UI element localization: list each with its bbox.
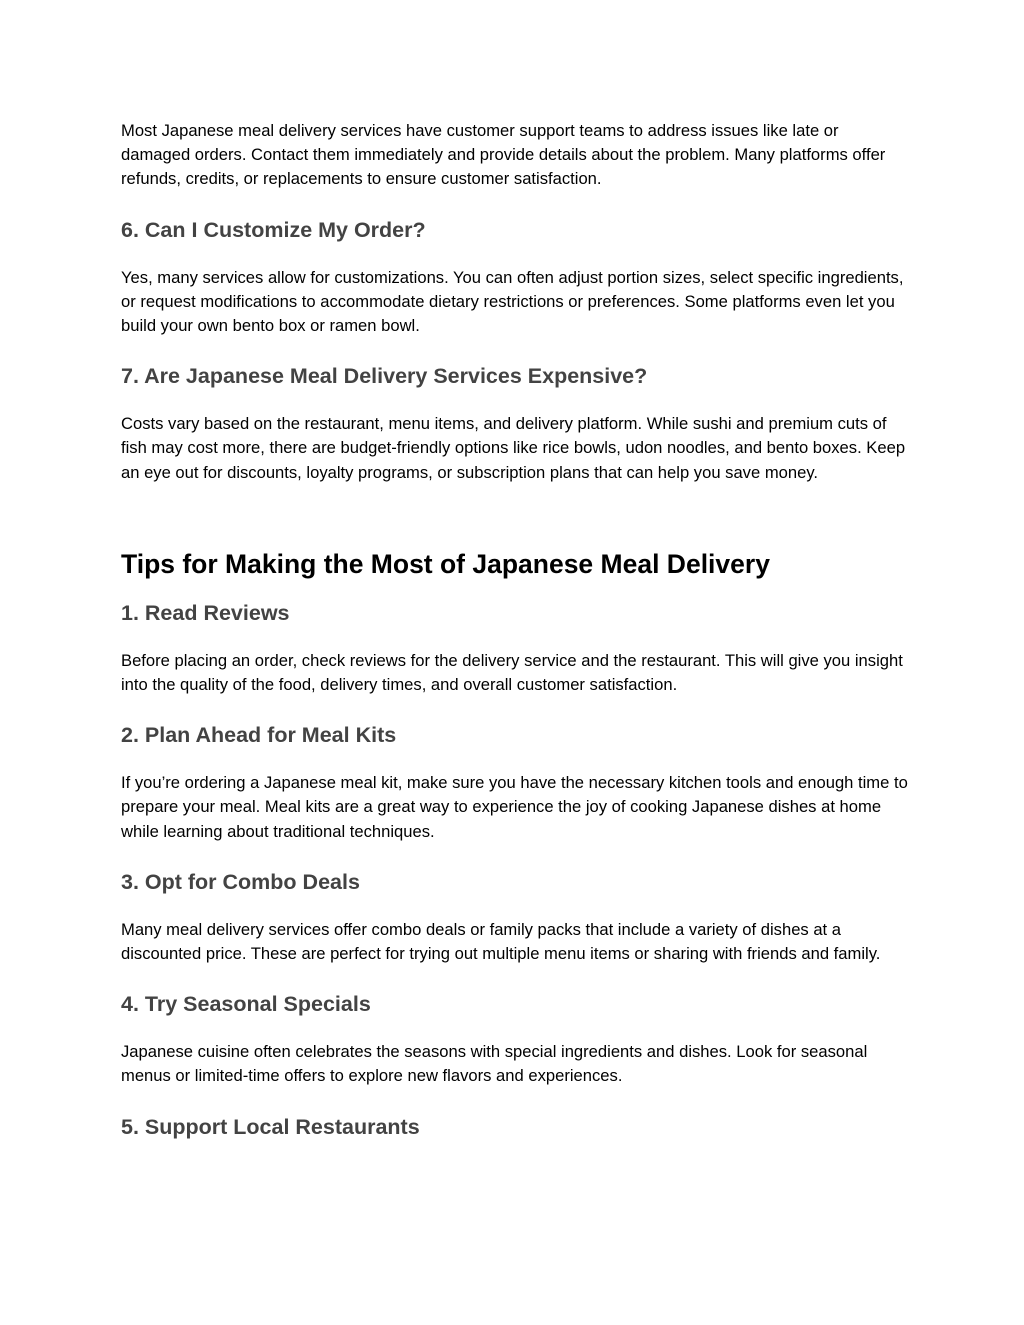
faq-body-expensive: Costs vary based on the restaurant, menu items, and delivery platform. While sushi and premium cuts of fish may cost more, there are budget-friendly options like rice bowls, udon noodles, and bento boxes. Keep an eye out for discounts, loyalty programs, or subscription plans that can help you save money.: [121, 414, 906, 482]
tip-heading-local-restaurants: 5. Support Local Restaurants: [121, 1114, 420, 1139]
document-page: [121, 119, 911, 1141]
faq-heading-expensive: 7. Are Japanese Meal Delivery Services Expensive?: [121, 364, 648, 389]
tip-heading-read-reviews: 1. Read Reviews: [121, 600, 290, 625]
tip-body-combo-deals: Many meal delivery services offer combo deals or family packs that include a variety of dishes at a discounted price. These are perfect for trying out multiple menu items or sharing with friends and family.: [121, 919, 881, 964]
tip-heading-seasonal-specials: 4. Try Seasonal Specials: [121, 992, 371, 1017]
tip-body-read-reviews: Before placing an order, check reviews for the delivery service and the restaurant. This will give you insight into the quality of the food, delivery times, and overall customer satisfaction.: [121, 650, 903, 695]
tip-heading-meal-kits: 2. Plan Ahead for Meal Kits: [121, 723, 397, 748]
intro-paragraph: Most Japanese meal delivery services have customer support teams to address issues like late or damaged orders. Contact them immediately and provide details about the problem. Many platforms offer refunds, credits, or replacements to ensure customer satisfaction.: [121, 121, 886, 189]
tips-section-title: Tips for Making the Most of Japanese Meal Delivery: [121, 548, 770, 579]
tip-heading-combo-deals: 3. Opt for Combo Deals: [121, 869, 360, 894]
faq-heading-customize: 6. Can I Customize My Order?: [121, 217, 426, 242]
tip-body-seasonal-specials: Japanese cuisine often celebrates the seasons with special ingredients and dishes. Look for seasonal menus or limited-time offers to explore new flavors and experiences.: [121, 1042, 868, 1086]
tip-body-meal-kits: If you’re ordering a Japanese meal kit, make sure you have the necessary kitchen tools and enough time to prepare your meal. Meal kits are a great way to experience the joy of cooking Japanese dishes at home while learning about traditional techniques.: [121, 773, 908, 841]
faq-body-customize: Yes, many services allow for customizations. You can often adjust portion sizes, select specific ingredients, or request modifications to accommodate dietary restrictions or preferences. Some platforms even let you build your own bento box or ramen bowl.: [121, 267, 904, 336]
